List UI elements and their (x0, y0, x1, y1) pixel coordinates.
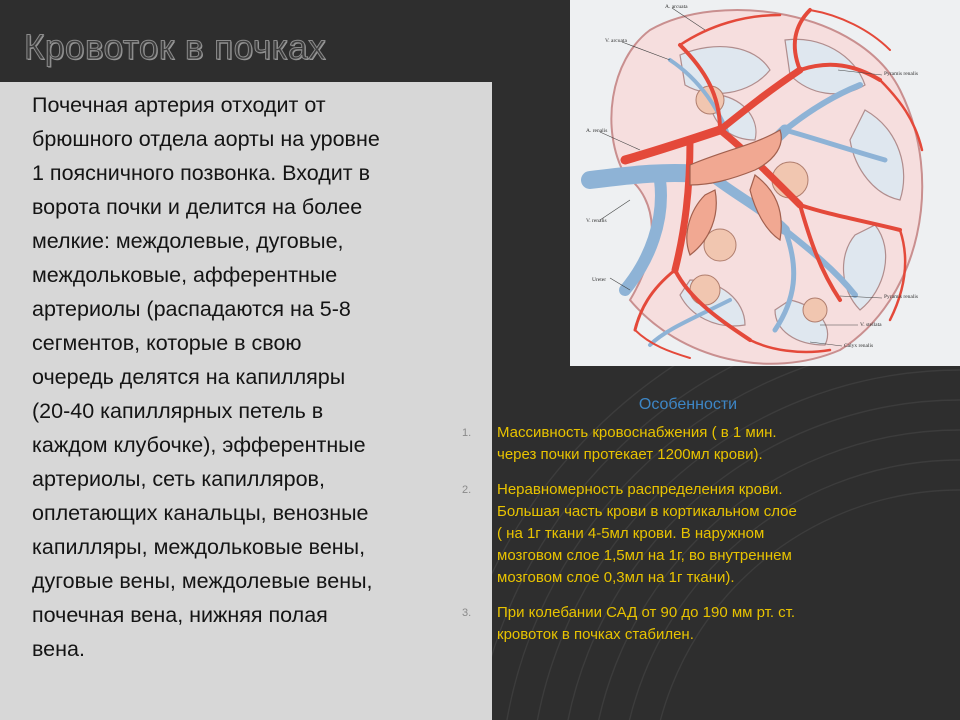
body-line: Почечная артерия отходит от (32, 93, 326, 117)
slide-title: Кровоток в почках (24, 28, 327, 67)
feature-text-line: мозговом слое 0,3мл на 1г ткани). (497, 569, 735, 586)
features-section (462, 396, 908, 659)
body-line: вена. (32, 637, 85, 661)
label-ureter: Ureter (592, 277, 607, 283)
kidney-blood-supply-illustration (570, 0, 960, 366)
feature-text-line: При колебании САД от 90 до 190 мм рт. ст. (497, 604, 796, 621)
body-line: артериолы, сеть капилляров, (32, 467, 325, 491)
label-pyramis-renalis-2: Pyramis renalis (884, 294, 919, 300)
feature-number: 3. (462, 607, 472, 619)
feature-item (462, 479, 908, 589)
features-list (462, 422, 908, 646)
body-line: каждом клубочке), эфферентные (32, 433, 366, 457)
label-a-arcuata: A. arcuata (665, 4, 688, 10)
body-line: очередь делятся на капилляры (32, 365, 346, 389)
body-line: 1 поясничного позвонка. Входит в (32, 161, 371, 185)
label-calyx-renalis: Calyx renalis (844, 343, 874, 349)
feature-text-line: Массивность кровоснабжения ( в 1 мин. (497, 424, 777, 441)
body-line: мелкие: междолевые, дуговые, (32, 229, 344, 253)
feature-text-line: Неравномерность распределения крови. (497, 481, 783, 498)
body-text (32, 88, 482, 666)
label-v-stellata: V. stellata (860, 322, 882, 328)
body-line: почечная вена, нижняя полая (32, 603, 328, 627)
feature-item (462, 602, 908, 646)
label-a-renalis: A. renalis (586, 128, 608, 134)
body-line: брюшного отдела аорты на уровне (32, 127, 380, 151)
body-line: артериолы (распадаются на 5-8 (32, 297, 351, 321)
body-line: ворота почки и делится на более (32, 195, 363, 219)
feature-number: 1. (462, 427, 472, 439)
feature-text-line: мозговом слое 1,5мл на 1г, во внутреннем (497, 547, 792, 564)
body-line: (20-40 капиллярных петель в (32, 399, 324, 423)
feature-text-line: ( на 1г ткани 4-5мл крови. В наружном (497, 525, 765, 542)
label-pyramis-renalis: Pyramis renalis (884, 71, 919, 77)
features-title: Особенности (638, 396, 738, 413)
label-v-renalis: V. renalis (586, 218, 607, 224)
body-line: сегментов, которые в свою (32, 331, 302, 355)
body-line: оплетающих канальцы, венозные (32, 501, 369, 525)
label-v-arcuata: V. arcuata (605, 38, 627, 44)
feature-text-line: кровоток в почках стабилен. (497, 626, 694, 643)
feature-text-line: через почки протекает 1200мл крови). (497, 446, 763, 463)
body-line: междольковые, афферентные (32, 263, 338, 287)
body-line: капилляры, междольковые вены, (32, 535, 366, 559)
body-line: дуговые вены, междолевые вены, (32, 569, 373, 593)
feature-item (462, 422, 908, 466)
feature-text-line: Большая часть крови в кортикальном слое (497, 503, 797, 520)
feature-number: 2. (462, 484, 472, 496)
